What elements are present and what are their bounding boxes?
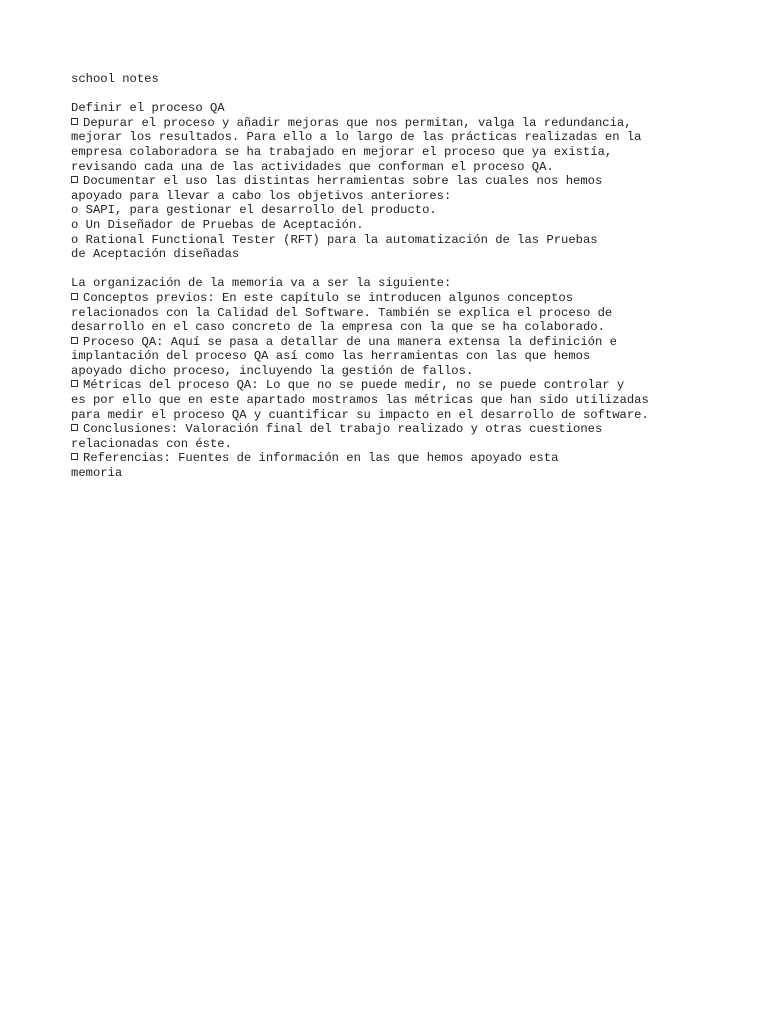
text-line: [71, 247, 731, 262]
text-line: [71, 218, 731, 233]
square-bullet-icon: [71, 424, 78, 431]
text-line: [71, 203, 731, 218]
line-text: mejorar los resultados. Para ello a lo largo de las prácticas realizadas en la: [71, 130, 642, 145]
line-text: Un Diseñador de Pruebas de Aceptación.: [85, 217, 364, 232]
text-line: [71, 145, 731, 160]
text-line: [71, 451, 731, 466]
spacer: [71, 262, 731, 277]
line-text: revisando cada una de las actividades que conforman el proceso QA.: [71, 159, 554, 174]
square-bullet-icon: [71, 293, 78, 300]
line-text: es por ello que en este apartado mostramos las métricas que han sido utilizadas: [71, 393, 649, 408]
text-line: [71, 306, 731, 321]
square-bullet-icon: [71, 176, 78, 183]
line-text: de Aceptación diseñadas: [71, 247, 240, 262]
text-line: [71, 393, 731, 408]
square-bullet-icon: [71, 118, 78, 125]
line-text: memoria: [71, 466, 123, 481]
text-line: [71, 422, 731, 437]
text-line: [71, 189, 731, 204]
text-line: [71, 408, 731, 423]
square-bullet-icon: [71, 453, 78, 460]
line-text: empresa colaboradora se ha trabajado en mejorar el proceso que ya existía,: [71, 144, 613, 159]
document-header: school notes: [71, 72, 159, 86]
line-text: apoyado para llevar a cabo los objetivos anteriores:: [71, 188, 452, 203]
section1-body: [71, 116, 731, 262]
text-line: [71, 116, 731, 131]
document-page: [71, 72, 731, 481]
line-text: para medir el proceso QA y cuantificar su impacto en el desarrollo de software.: [71, 407, 649, 422]
text-line: [71, 174, 731, 189]
line-text: Rational Functional Tester (RFT) para la automatización de las Pruebas: [85, 232, 598, 247]
spacer: [71, 87, 731, 102]
text-line: [71, 437, 731, 452]
line-text: Depurar el proceso y añadir mejoras que nos permitan, valga la redundancia,: [83, 115, 632, 130]
line-text: Conceptos previos: En este capítulo se introducen algunos conceptos: [83, 290, 574, 305]
line-text: SAPI, para gestionar el desarrollo del producto.: [85, 203, 437, 218]
text-line: [71, 378, 731, 393]
line-text: apoyado dicho proceso, incluyendo la gestión de fallos.: [71, 363, 474, 378]
text-line: [71, 335, 731, 350]
text-line: [71, 349, 731, 364]
line-text: desarrollo en el caso concreto de la empresa con la que se ha colaborado.: [71, 320, 605, 335]
line-text: Documentar el uso las distintas herramientas sobre las cuales nos hemos: [83, 174, 603, 189]
line-text: implantación del proceso QA así como las herramientas con las que hemos: [71, 349, 591, 364]
square-bullet-icon: [71, 337, 78, 344]
circle-bullet-icon: o: [71, 232, 79, 247]
text-line: [71, 160, 731, 175]
line-text: Métricas del proceso QA: Lo que no se puede medir, no se puede controlar y: [83, 378, 625, 393]
section1-title: Definir el proceso QA: [71, 101, 225, 116]
text-line: [71, 466, 731, 481]
text-line: [71, 364, 731, 379]
text-line: [71, 233, 731, 248]
text-line: [71, 291, 731, 306]
line-text: Proceso QA: Aquí se pasa a detallar de una manera extensa la definición e: [83, 334, 617, 349]
section2-body: [71, 291, 731, 481]
line-text: relacionadas con éste.: [71, 436, 232, 451]
line-text: Conclusiones: Valoración final del trabajo realizado y otras cuestiones: [83, 422, 603, 437]
section2-title: La organización de la memoria va a ser la siguiente:: [71, 276, 452, 291]
line-text: Referencias: Fuentes de información en las que hemos apoyado esta: [83, 451, 559, 466]
square-bullet-icon: [71, 380, 78, 387]
text-line: [71, 320, 731, 335]
text-line: [71, 130, 731, 145]
circle-bullet-icon: o: [71, 217, 79, 232]
circle-bullet-icon: o: [71, 203, 79, 218]
line-text: relacionados con la Calidad del Software. También se explica el proceso de: [71, 305, 613, 320]
